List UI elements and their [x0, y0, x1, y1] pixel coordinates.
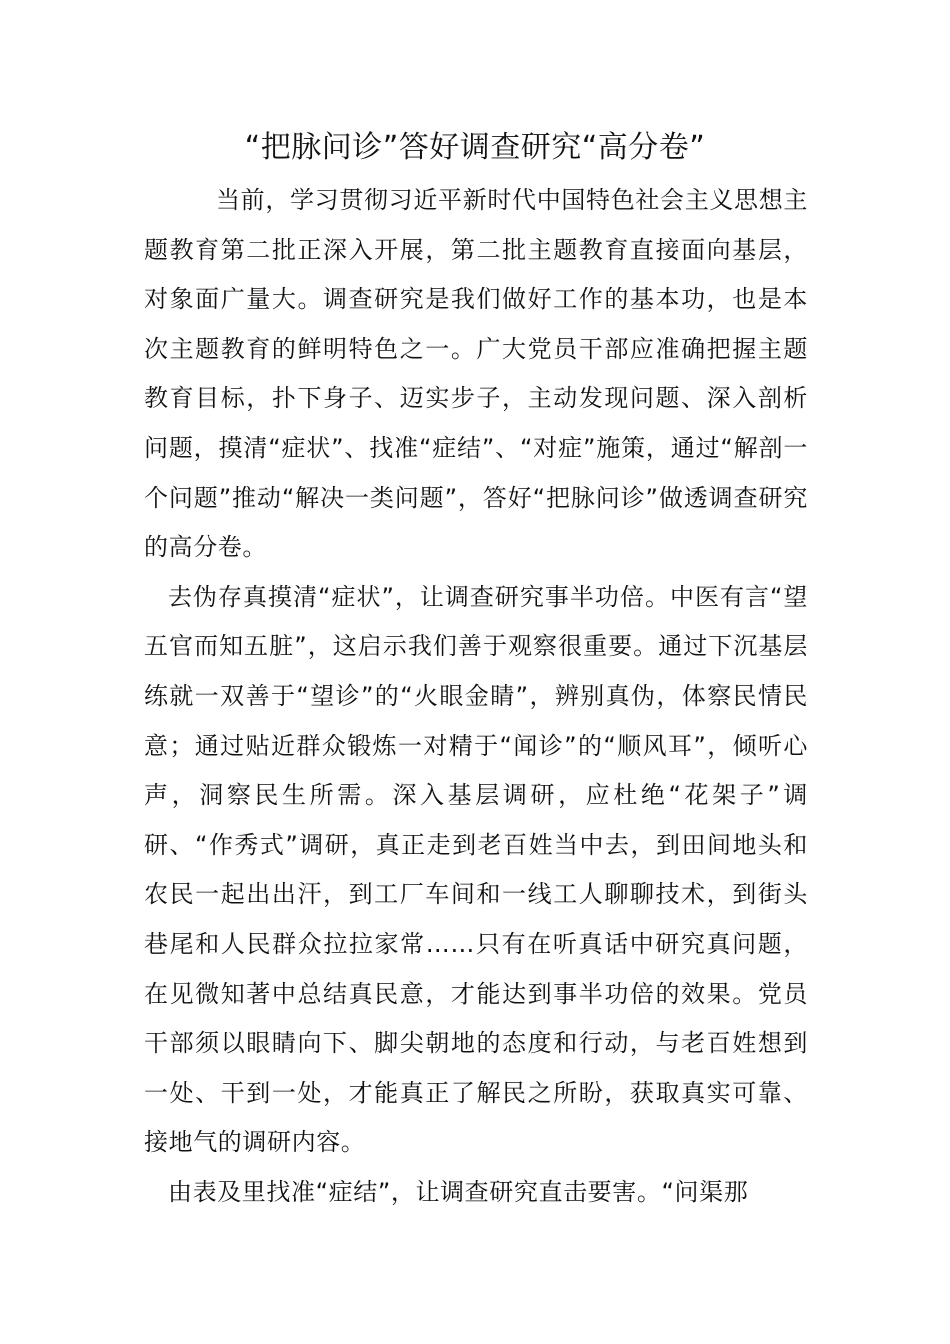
- document-body: [144, 176, 808, 1217]
- paragraph-intro: 当前，学习贯彻习近平新时代中国特色社会主义思想主题教育第二批正深入开展，第二批主题教育直接面向基层，对象面广量大。调查研究是我们做好工作的基本功，也是本次主题教育的鲜明特色之一。广大党员干部应准确把握主题教育目标，扑下身子、迈实步子，主动发现问题、深入剖析问题，摸清“症状”、找准“症结”、“对症”施策，通过“解剖一个问题”推动“解决一类问题”，答好“把脉问诊”做透调查研究的高分卷。: [144, 186, 808, 562]
- paragraph-symptoms: 去伪存真摸清“症状”，让调查研究事半功倍。中医有言“望五官而知五脏”，这启示我们善于观察很重要。通过下沉基层练就一双善于“望诊”的“火眼金睛”，辨别真伪，体察民情民意；通过贴近群众锻炼一对精于“闻诊”的“顺风耳”，倾听心声，洞察民生所需。深入基层调研，应杜绝“花架子”调研、“作秀式”调研，真正走到老百姓当中去，到田间地头和农民一起出出汗，到工厂车间和一线工人聊聊技术，到街头巷尾和人民群众拉拉家常……只有在听真话中研究真问题，在见微知著中总结真民意，才能达到事半功倍的效果。党员干部须以眼睛向下、脚尖朝地的态度和行动，与老百姓想到一处、干到一处，才能真正了解民之所盼，获取真实可靠、接地气的调研内容。: [144, 582, 808, 1157]
- document-title: “把脉问诊”答好调查研究“高分卷”: [244, 130, 706, 165]
- paragraph-root-cause: 由表及里找准“症结”，让调查研究直击要害。“问渠那: [168, 1177, 749, 1206]
